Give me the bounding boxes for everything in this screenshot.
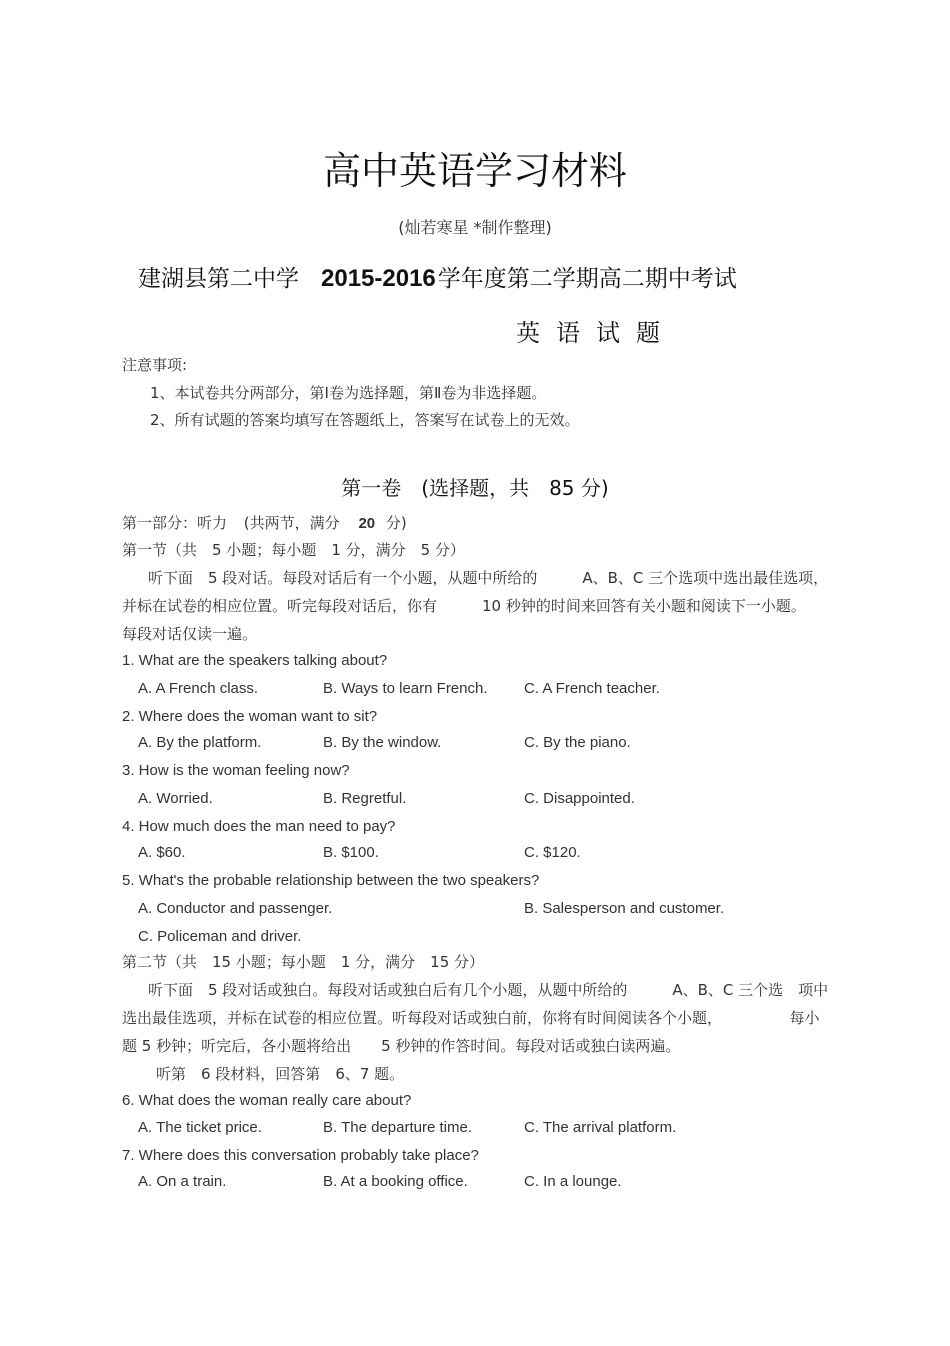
option-a: A. By the platform. [138, 734, 262, 751]
paper-name: 英语试题 [516, 319, 676, 347]
option-b: B. $100. [323, 844, 379, 861]
question-text: 1. What are the speakers talking about? [122, 652, 388, 669]
option-c: C. The arrival platform. [524, 1119, 677, 1136]
question-text: 2. Where does the woman want to sit? [122, 708, 378, 725]
option-c: C. Disappointed. [524, 790, 635, 807]
section2-instruction: 听下面 5 段对话或独白。每段对话或独白后有几个小题，从题中所给的 A、B、C 三个选 项中 [148, 981, 829, 999]
credit-line: (灿若寒星 *制作整理) [398, 218, 552, 237]
option-b: B. Ways to learn French. [323, 680, 488, 697]
option-a: A. A French class. [138, 680, 259, 697]
exam-term: 学年度第二学期高二期中考试 [437, 266, 737, 292]
option-c: C. By the piano. [524, 734, 631, 751]
section2-instruction: 选出最佳选项，并标在试卷的相应位置。听每段对话或独白前，你将有时间阅读各个小题， 每小 [122, 1009, 820, 1027]
option-b: B. At a booking office. [323, 1173, 468, 1190]
school-name: 建湖县第二中学 [138, 266, 299, 292]
volume-title: 第一卷 (选择题，共 85 分) [341, 476, 609, 500]
section2-title: 第二节（共 15 小题；每小题 1 分，满分 15 分） [122, 953, 485, 971]
section1-title: 第一节（共 5 小题；每小题 1 分，满分 5 分） [122, 541, 465, 559]
question-text: 3. How is the woman feeling now? [122, 762, 350, 779]
part1-title-label: 第一部分：听力 [122, 514, 228, 532]
option-a: A. Conductor and passenger. [138, 900, 333, 917]
option-c: C. In a lounge. [524, 1173, 622, 1190]
section1-instruction: 每段对话仅读一遍。 [122, 625, 258, 643]
section2-instruction: 题 5 秒钟；听完后，各小题将给出 5 秒钟的作答时间。每段对话或独白读两遍。 [122, 1037, 681, 1055]
exam-title [138, 260, 737, 293]
section1-instruction: 并标在试卷的相应位置。听完每段对话后，你有 10 秒钟的时间来回答有关小题和阅读下一小题。 [122, 597, 806, 615]
notice-title: 注意事项: [122, 356, 188, 374]
option-a: A. On a train. [138, 1173, 227, 1190]
option-b: B. By the window. [323, 734, 442, 751]
section2-instruction: 听第 6 段材料，回答第 6、7 题。 [156, 1065, 405, 1083]
option-c: C. A French teacher. [524, 680, 660, 697]
question-text: 5. What's the probable relationship between the two speakers? [122, 872, 540, 889]
question-text: 6. What does the woman really care about? [122, 1092, 412, 1109]
option-b: B. Regretful. [323, 790, 407, 807]
part1-title-points: 20 [358, 515, 376, 532]
option-a: A. Worried. [138, 790, 213, 807]
option-a: A. The ticket price. [138, 1119, 262, 1136]
part1-title [122, 512, 407, 533]
main-title: 高中英语学习材料 [322, 149, 627, 193]
notice-item: 2、所有试题的答案均填写在答题纸上，答案写在试卷上的无效。 [150, 411, 580, 429]
option-b: B. The departure time. [323, 1119, 472, 1136]
part1-title-unit: 分) [385, 514, 407, 532]
option-c: C. $120. [524, 844, 581, 861]
question-text: 7. Where does this conversation probably take place? [122, 1147, 479, 1164]
option-c: C. Policeman and driver. [138, 928, 302, 945]
section1-instruction: 听下面 5 段对话。每段对话后有一个小题，从题中所给的 A、B、C 三个选项中选出最佳选项， [148, 569, 829, 587]
part1-title-score: (共两节，满分 [243, 514, 340, 532]
option-b: B. Salesperson and customer. [524, 900, 725, 917]
notice-item: 1、本试卷共分两部分，第Ⅰ卷为选择题，第Ⅱ卷为非选择题。 [150, 384, 547, 402]
question-text: 4. How much does the man need to pay? [122, 818, 396, 835]
school-year: 2015-2016 [321, 265, 436, 292]
option-a: A. $60. [138, 844, 186, 861]
